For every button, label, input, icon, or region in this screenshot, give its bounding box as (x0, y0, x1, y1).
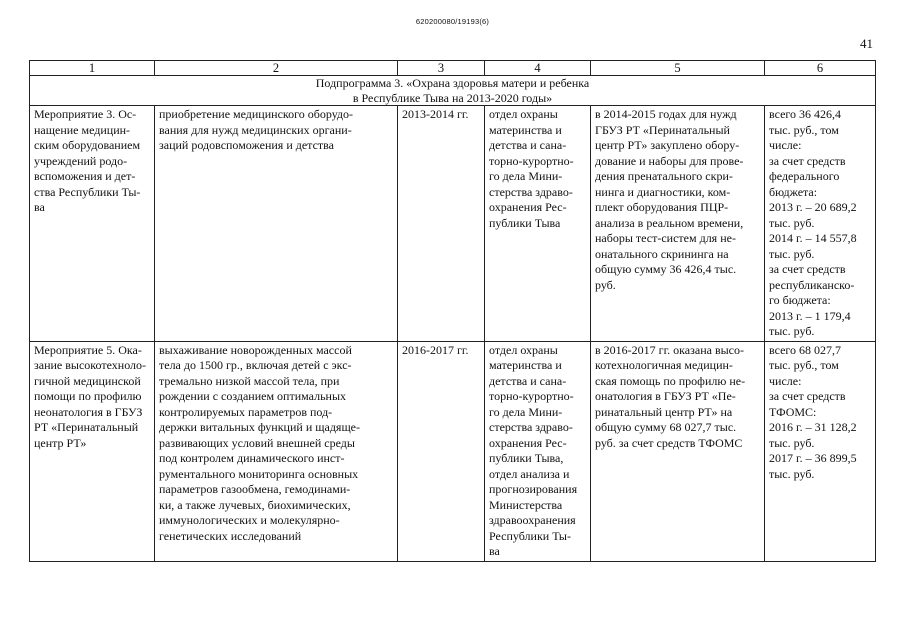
text-line: РТ «Перинатальный (34, 420, 139, 434)
text-line: 2017 г. – 36 899,5 (769, 451, 857, 465)
text-line: ки, а также лучевых, биохимических, (159, 497, 351, 512)
page-number: 41 (860, 36, 873, 51)
text-line: торно-курортно- (489, 389, 574, 403)
text-line: 2013 г. – 20 689,2 (769, 200, 857, 214)
text-line: руб. (595, 277, 616, 292)
text-line: котехнологичная медицин- (595, 358, 733, 372)
text-line: 2013 г. – 1 179,4 (769, 308, 851, 323)
table-row (30, 106, 876, 342)
program-table (29, 60, 876, 562)
text-line: ства Республики Ты- (34, 184, 141, 199)
column-header: 4 (485, 61, 591, 76)
text-line: помощи по профилю (34, 389, 142, 403)
text-line: 2016 г. – 31 128,2 (769, 420, 857, 434)
text-line: за счет средств (769, 262, 846, 276)
table-row (30, 341, 876, 561)
text-line: тыс. руб. (769, 435, 815, 450)
text-line: приобретение медицинского оборудо- (159, 107, 354, 121)
text-line: федерального (769, 169, 840, 183)
text-line: всего 36 426,4 (769, 107, 842, 121)
text-line: публики Тыва (489, 215, 561, 230)
text-line: онатология в ГБУЗ РТ «Пе- (595, 389, 736, 403)
text-line: числе: (769, 138, 802, 152)
text-line: контролируемых параметров под- (159, 404, 333, 419)
text-line: под контролем динамического инст- (159, 451, 345, 465)
text-line: в 2016-2017 гг. оказана высо- (595, 342, 744, 357)
funding-cell (765, 106, 876, 342)
text-line: го бюджета: (769, 293, 831, 307)
text-line: общую сумму 36 426,4 тыс. (595, 262, 737, 276)
text-line: стерства здраво- (489, 184, 573, 199)
subprogram-title-line: Подпрограмма 3. «Охрана здоровья матери и ребенка (315, 76, 590, 90)
text-line: в 2014-2015 годах для нужд (595, 107, 737, 121)
text-line: стерства здраво- (489, 420, 573, 434)
subprogram-title-line: в Республике Тыва на 2013-2020 годы» (352, 90, 553, 105)
text-line: вспоможения и дет- (34, 169, 136, 183)
text-line: торно-курортно- (489, 153, 574, 168)
text-line: генетических исследований (159, 528, 302, 543)
text-line: республиканско- (769, 277, 855, 292)
text-line: рументального мониторинга основных (159, 466, 359, 481)
measure-name-cell (30, 341, 155, 561)
text-line: за счет средств (769, 153, 846, 168)
text-line: ская помощь по профилю не- (595, 373, 746, 388)
text-line: ва (34, 200, 45, 214)
text-line: параметров газообмена, гемодинами- (159, 482, 351, 496)
text-line: за счет средств (769, 389, 846, 403)
text-line: ва (489, 544, 500, 558)
text-line: 2016-2017 гг. (402, 342, 469, 357)
text-line: дование и наборы для прове- (595, 153, 744, 168)
text-line: плект оборудования ПЦР- (595, 200, 729, 214)
text-line: иммунологических и молекулярно- (159, 513, 340, 527)
period-cell (398, 341, 485, 561)
text-line: учреждений родо- (34, 153, 128, 168)
text-line: ТФОМС: (769, 404, 817, 419)
text-line: публики Тыва, (489, 451, 564, 465)
text-line: материнства и (489, 122, 562, 137)
text-line: тела до 1500 гр., включая детей с экс- (159, 358, 352, 372)
text-line: зание высокотехноло- (34, 358, 147, 372)
text-line: прогнозирования (489, 482, 578, 496)
text-line: неонатология в ГБУЗ (34, 404, 143, 419)
text-line: нащение медицин- (34, 122, 131, 137)
text-line: охранения Рес- (489, 200, 567, 214)
text-line: наборы тест-систем для не- (595, 231, 736, 245)
text-line: заций родовспоможения и детства (159, 138, 334, 152)
text-line: здравоохранения (489, 513, 576, 527)
text-line: гичной медицинской (34, 373, 141, 388)
text-line: тыс. руб. (769, 246, 815, 261)
text-line: тыс. руб. (769, 324, 815, 338)
column-header: 2 (155, 61, 398, 76)
text-line: руб. за счет средств ТФОМС (595, 435, 743, 450)
period-cell (398, 106, 485, 342)
text-line: ГБУЗ РТ «Перинатальный (595, 122, 730, 137)
text-line: Министерства (489, 497, 563, 512)
executor-cell (485, 106, 591, 342)
text-line: онатального скрининга на (595, 246, 729, 261)
text-line: тремально низкой массой тела, при (159, 373, 340, 388)
result-cell (591, 341, 765, 561)
text-line: вания для нужд медицинских органи- (159, 122, 352, 137)
text-line: 2014 г. – 14 557,8 (769, 231, 857, 245)
measure-content-cell (155, 106, 398, 342)
text-line: нинга и диагностики, ком- (595, 184, 731, 199)
funding-cell (765, 341, 876, 561)
text-line: выхаживание новорожденных массой (159, 342, 352, 357)
column-header: 3 (398, 61, 485, 76)
text-line: детства и сана- (489, 138, 567, 152)
text-line: тыс. руб. (769, 466, 815, 481)
text-line: всего 68 027,7 (769, 342, 842, 357)
text-line: отдел анализа и (489, 466, 570, 481)
text-line: числе: (769, 373, 802, 388)
executor-cell (485, 341, 591, 561)
text-line: 2013-2014 гг. (402, 107, 469, 121)
document-id: 620200080/19193(6) (415, 17, 490, 26)
text-line: рождении с созданием оптимальных (159, 389, 347, 403)
text-line: анализа в реальном времени, (595, 215, 744, 230)
subprogram-title-row (30, 76, 876, 106)
text-line: тыс. руб. (769, 215, 815, 230)
text-line: развивающих условий внешней среды (159, 435, 355, 450)
text-line: общую сумму 68 027,7 тыс. (595, 420, 737, 434)
text-line: материнства и (489, 358, 562, 372)
text-line: держки витальных функций и щадяще- (159, 420, 360, 434)
text-line: отдел охраны (489, 342, 558, 357)
text-line: го дела Мини- (489, 169, 563, 183)
text-line: Мероприятие 3. Ос- (34, 107, 137, 121)
text-line: го дела Мини- (489, 404, 563, 419)
text-line: охранения Рес- (489, 435, 567, 450)
result-cell (591, 106, 765, 342)
text-line: ским оборудованием (34, 138, 141, 152)
column-header: 6 (765, 61, 876, 76)
measure-content-cell (155, 341, 398, 561)
text-line: центр РТ» (34, 435, 87, 450)
column-number-row (30, 61, 876, 76)
subprogram-title (30, 76, 876, 106)
text-line: отдел охраны (489, 107, 558, 121)
text-line: ринатальный центр РТ» на (595, 404, 733, 419)
text-line: Мероприятие 5. Ока- (34, 342, 142, 357)
column-header: 5 (591, 61, 765, 76)
text-line: тыс. руб., том (769, 358, 839, 372)
text-line: тыс. руб., том (769, 122, 839, 137)
text-line: бюджета: (769, 184, 818, 199)
text-line: центр РТ» закуплено обору- (595, 138, 740, 152)
column-header: 1 (30, 61, 155, 76)
text-line: Республики Ты- (489, 528, 571, 543)
measure-name-cell (30, 106, 155, 342)
text-line: детства и сана- (489, 373, 567, 388)
text-line: дения пренатального скри- (595, 169, 733, 183)
